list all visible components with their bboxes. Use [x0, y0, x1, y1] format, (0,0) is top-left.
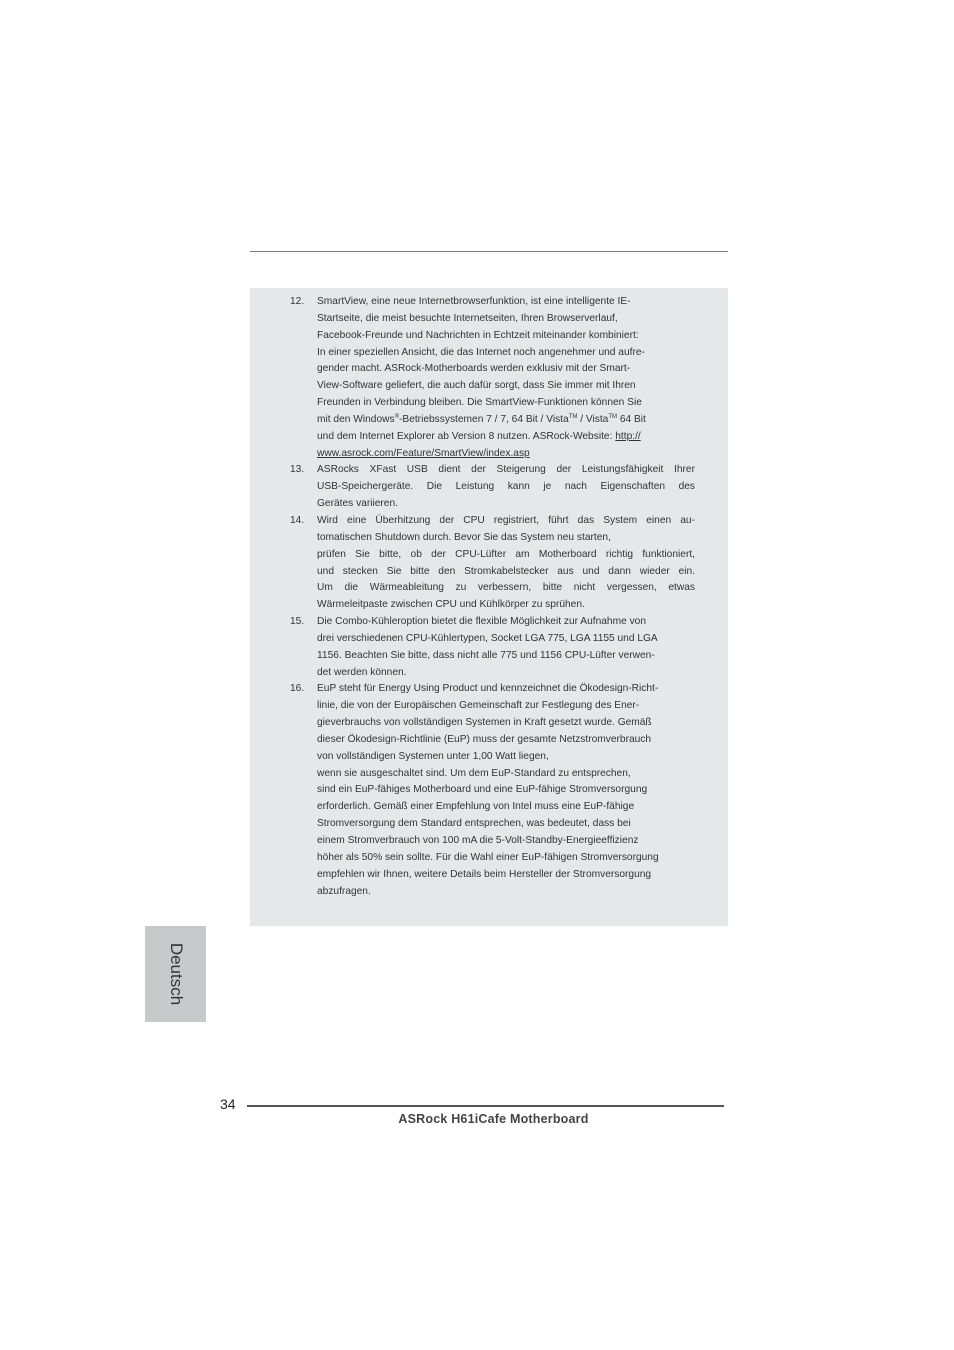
note-line: Freunden in Verbindung bleiben. Die SmartView-Funktionen können Sie — [317, 397, 642, 409]
note-body — [317, 681, 695, 900]
note-line: Wärmeleitpaste zwischen CPU und Kühlkörper zu sprühen. — [317, 599, 585, 611]
note-number: 12. — [290, 296, 305, 307]
language-tab-label: Deutsch — [166, 942, 186, 1006]
trademark-mark: TM — [608, 413, 617, 420]
os-text: 64 Bit — [617, 413, 646, 425]
website-text: und dem Internet Explorer ab Version 8 nutzen. ASRock-Website: — [317, 430, 616, 442]
footer-divider — [247, 1105, 724, 1107]
page-number: 34 — [220, 1096, 236, 1112]
note-line: gender macht. ASRock-Motherboards werden exklusiv mit der Smart- — [317, 363, 631, 375]
note-line: SmartView, eine neue Internetbrowserfunktion, ist eine intelligente IE- — [317, 296, 631, 307]
note-line-os — [317, 412, 695, 429]
registered-mark: ® — [394, 413, 399, 420]
notes-box — [250, 288, 728, 926]
note-body — [317, 462, 695, 513]
note-number: 14. — [290, 514, 305, 526]
os-text: mit den Windows — [317, 413, 395, 425]
note-item-14 — [290, 513, 698, 614]
language-tab — [145, 926, 206, 1022]
footer-title: ASRock H61iCafe Motherboard — [398, 1112, 589, 1126]
note-line: In einer speziellen Ansicht, die das Internet noch angenehmer und aufre- — [317, 346, 645, 358]
note-line: prüfen Sie bitte, ob der CPU-Lüfter am Motherboard richtig funktioniert, — [317, 548, 695, 560]
note-line: sind ein EuP-fähiges Motherboard und eine EuP-fähige Stromversorgung — [317, 784, 648, 796]
note-line: und stecken Sie bitte den Stromkabelstecker aus und dann wieder ein. — [317, 565, 695, 577]
note-line-website — [317, 429, 695, 446]
note-line: USB-Speichergeräte. Die Leistung kann je nach Eigenschaften des — [317, 481, 695, 493]
top-divider — [250, 251, 728, 252]
note-line: von vollständigen Systemen unter 1,00 Watt liegen, — [317, 750, 549, 762]
note-item-12 — [290, 294, 698, 462]
note-line: Um die Wärmeableitung zu verbessern, bitte nicht vergessen, etwas — [317, 582, 695, 594]
trademark-mark: TM — [568, 413, 578, 420]
note-line: ASRocks XFast USB dient der Steigerung der Leistungsfähigkeit Ihrer — [317, 464, 695, 476]
note-item-16 — [290, 681, 698, 900]
note-line: empfehlen wir Ihnen, weitere Details beim Hersteller der Stromversorgung — [317, 868, 652, 880]
note-line: tomatischen Shutdown durch. Bevor Sie das System neu starten, — [317, 531, 611, 543]
note-number: 16. — [290, 683, 305, 695]
note-line: det werden können. — [317, 666, 407, 678]
note-line: erforderlich. Gemäß einer Empfehlung von Intel muss eine EuP-fähige — [317, 801, 635, 813]
note-line: Startseite, die meist besuchte Internetseiten, Ihren Browserverlauf, — [317, 312, 618, 324]
note-number: 13. — [290, 464, 305, 476]
note-line: dieser Ökodesign-Richtlinie (EuP) muss der gesamte Netzstromverbrauch — [317, 733, 652, 745]
note-line: einem Stromverbrauch von 100 mA die 5-Volt-Standby-Energieeffizienz — [317, 835, 639, 846]
note-line: EuP steht für Energy Using Product und kennzeichnet die Ökodesign-Richt- — [317, 683, 659, 695]
website-link[interactable]: www.asrock.com/Feature/SmartView/index.asp — [317, 447, 530, 459]
note-line: Die Combo-Kühleroption bietet die flexible Möglichkeit zur Aufnahme von — [317, 616, 647, 628]
os-text: / Vista — [577, 413, 609, 425]
note-line: höher als 50% sein sollte. Für die Wahl einer EuP-fähigen Stromversorgung — [317, 851, 659, 863]
note-body — [317, 614, 695, 681]
note-line: Wird eine Überhitzung der CPU registriert, führt das System einen au- — [317, 514, 695, 526]
note-line: Facebook-Freunde und Nachrichten in Echtzeit miteinander kombiniert: — [317, 329, 639, 341]
note-line: View-Software geliefert, die auch dafür sorgt, dass Sie immer mit Ihren — [317, 380, 636, 392]
note-body — [317, 513, 695, 614]
note-line: wenn sie ausgeschaltet sind. Um dem EuP-Standard zu entsprechen, — [317, 767, 631, 779]
note-line: drei verschiedenen CPU-Kühlertypen, Socket LGA 775, LGA 1155 und LGA — [317, 632, 658, 644]
note-line: 1156. Beachten Sie bitte, dass nicht alle 775 und 1156 CPU-Lüfter verwen- — [317, 649, 655, 661]
note-item-13 — [290, 462, 698, 513]
note-line: Stromversorgung dem Standard entsprechen, was bedeutet, dass bei — [317, 818, 631, 830]
note-item-15 — [290, 614, 698, 681]
note-number: 15. — [290, 616, 305, 628]
note-line: gieverbrauchs von vollständigen Systemen in Kraft gesetzt wurde. Gemäß — [317, 717, 652, 729]
note-line: Gerätes variieren. — [317, 498, 398, 510]
website-link-start[interactable]: http:// — [615, 430, 641, 442]
os-text: -Betriebssystemen 7 / 7, 64 Bit / Vista — [399, 413, 569, 425]
note-line: linie, die von der Europäischen Gemeinschaft zur Festlegung des Ener- — [317, 700, 640, 712]
note-body — [317, 294, 695, 462]
note-line: abzufragen. — [317, 885, 371, 897]
